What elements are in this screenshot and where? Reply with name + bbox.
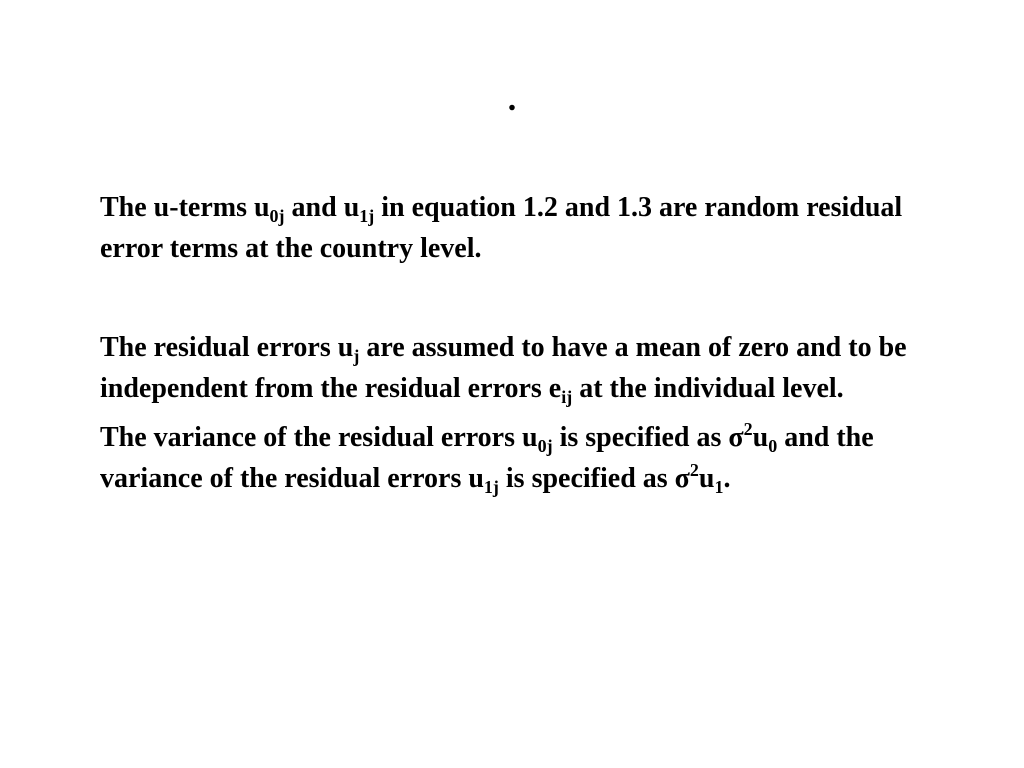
paragraph-variance [100, 417, 970, 499]
subscript: ij [561, 387, 573, 407]
text-run: are assumed to have a mean of zero and to be independent from the residual errors e [100, 332, 907, 404]
text-run: at the individual level. [572, 373, 844, 404]
slide-body [100, 187, 970, 499]
paragraph-assumptions [100, 327, 970, 409]
text-run: u [698, 463, 715, 494]
subscript: 0j [537, 436, 553, 456]
subscript: j [353, 346, 360, 366]
subscript: 1j [483, 477, 499, 497]
subscript: 0j [269, 206, 285, 226]
text-run: The u-terms u [100, 192, 270, 223]
paragraph-u-terms [100, 187, 970, 269]
text-run: is specified as σ [552, 422, 744, 453]
text-run: is specified as σ [498, 463, 690, 494]
superscript: 2 [743, 419, 753, 439]
subscript: 1j [359, 206, 375, 226]
subscript: 1 [714, 477, 724, 497]
text-run: and the variance of the residual errors u [100, 422, 874, 494]
text-run: and u [284, 192, 360, 223]
text-run: The residual errors u [100, 332, 354, 363]
slide-title: . [507, 81, 517, 118]
text-run: u [752, 422, 769, 453]
text-run: . [723, 463, 731, 494]
subscript: 0 [768, 436, 778, 456]
text-run: The variance of the residual errors u [100, 422, 538, 453]
superscript: 2 [689, 460, 699, 480]
text-run: in equation 1.2 and 1.3 are random residual error terms at the country level. [100, 192, 903, 264]
